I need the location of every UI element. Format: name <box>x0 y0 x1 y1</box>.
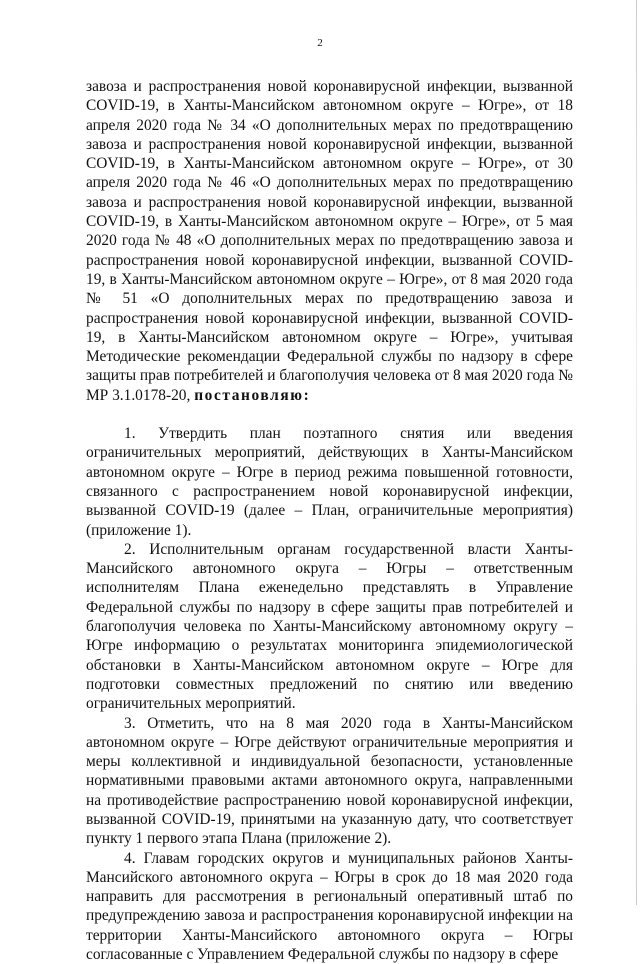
paragraph-item-4: 4. Главам городских округов и муниципальных районов Ханты-Мансийского автономного округа – Югры в срок до 18 мая 2020 года направить для рассмотрения в региональный оперативный штаб по предупреждению завоза и распространения коронавирусной инфекции на территории Ханты-Мансийского автономного округа – Югры согласованные с Управлением Федеральной службы по надзору в сфере <box>86 849 573 964</box>
paragraph-item-1: 1. Утвердить план поэтапного снятия или введения ограничительных мероприятий, действующих в Ханты-Мансийском автономном округе – Югре в период режима повышенной готовности, связанного с распространением новой коронавирусной инфекции, вызванной COVID-19 (далее – План, ограничительные мероприятия) (приложение 1). <box>86 425 573 539</box>
paragraph-item-2: 2. Исполнительным органам государственной власти Ханты-Мансийского автономного округа – Югры – ответственным исполнителям Плана еженедельно представлять в Управление Федеральной службы по надзору в сфере защиты прав потребителей и благополучия человека по Ханты-Мансийскому автономному округу – Югре информацию о результатах мониторинга эпидемиологической обстановки в Ханты-Мансийском автономном округе – Югре для подготовки совместных предложений по снятию или введению ограничительных мероприятий. <box>86 540 573 713</box>
page-number: 2 <box>317 37 323 49</box>
scan-edge <box>636 0 637 905</box>
paragraph-item-3: 3. Отметить, что на 8 мая 2020 года в Ханты-Мансийском автономном округе – Югре действуют ограничительные мероприятия и меры коллективной и индивидуальной безопасности, установленные нормативными правовыми актами автономного округа, направленными на противодействие распространению новой коронавирусной инфекции, вызванной COVID-19, принятыми на указанную дату, что соответствует пункту 1 первого этапа Плана (приложение 2). <box>86 714 573 848</box>
intro-paragraph <box>86 77 573 405</box>
decree-word: постановляю: <box>194 386 311 404</box>
document-body <box>86 77 573 964</box>
intro-text: завоза и распространения новой коронавирусной инфекции, вызванной COVID-19, в Ханты-Мансийском автономном округе – Югре», от 18 апреля 2020 года № 34 «О дополнительных мерах по предотвращению завоза и распространения новой коронавирусной инфекции, вызванной COVID-19, в Ханты-Мансийском автономном округе – Югре», от 30 апреля 2020 года № 46 «О дополнительных мерах по предотвращению завоза и распространения новой коронавирусной инфекции, вызванной COVID-19, в Ханты-Мансийском автономном округе – Югре», от 5 мая 2020 года № 48 «О дополнительных мерах по предотвращению завоза и распространения новой коронавирусной инфекции, вызванной COVID-19, в Ханты-Мансийском автономном округе – Югре», от 8 мая 2020 года № 51 «О дополнительных мерах по предотвращению завоза и распространения новой коронавирусной инфекции, вызванной COVID-19, в Ханты-Мансийском автономном округе – Югре», учитывая Методические рекомендации Федеральной службы по надзору в сфере защиты прав потребителей и благополучия человека от 8 мая 2020 года № МР 3.1.0178-20, <box>86 78 573 404</box>
